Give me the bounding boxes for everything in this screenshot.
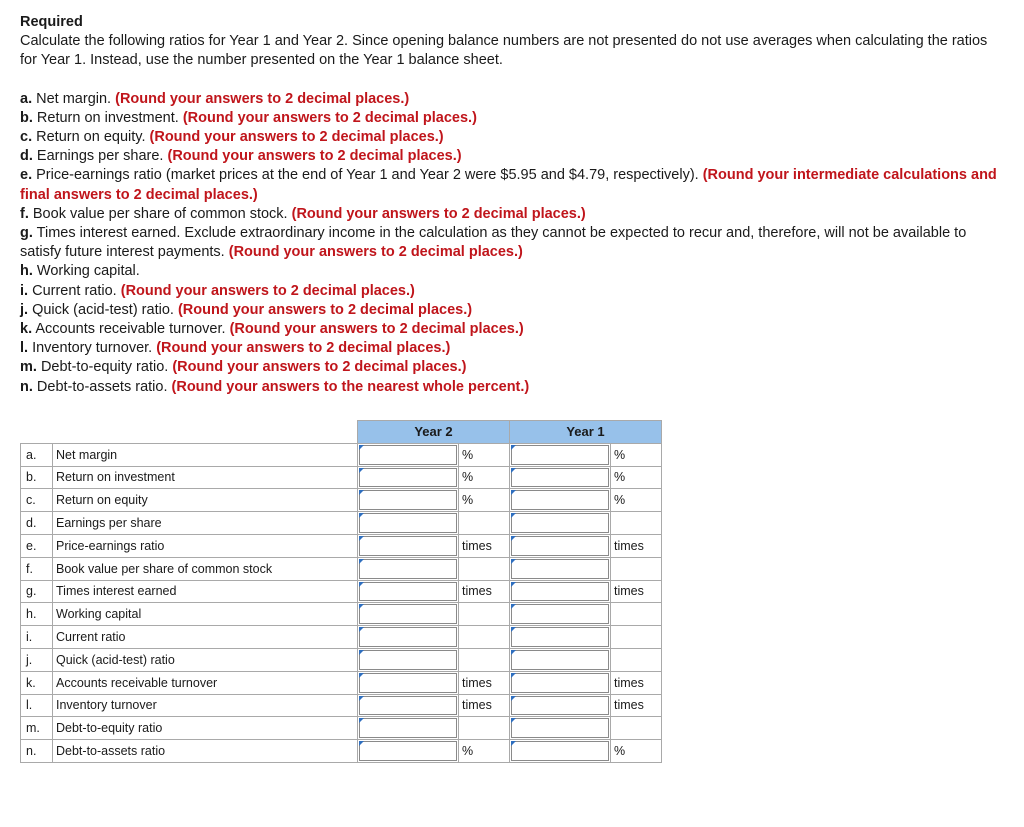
unit-label: %: [459, 466, 510, 489]
unit-label: times: [459, 534, 510, 557]
cell-year1: [510, 603, 611, 626]
cell-year2: [358, 671, 459, 694]
year1-answer-input[interactable]: [511, 445, 609, 465]
year1-answer-input[interactable]: [511, 536, 609, 556]
year2-answer-input[interactable]: [359, 741, 457, 761]
rounding-note: (Round your answers to 2 decimal places.): [177, 301, 473, 318]
requirement-letter: i.: [20, 282, 29, 299]
year1-answer-input[interactable]: [511, 559, 609, 579]
table-row: [21, 580, 662, 603]
requirement-letter: e.: [20, 167, 33, 184]
requirement-text: Debt-to-assets ratio.: [36, 378, 168, 395]
requirement-item: [20, 320, 1000, 339]
row-label: Inventory turnover: [53, 694, 358, 717]
cell-year2: [358, 648, 459, 671]
cell-year2: [358, 557, 459, 580]
requirement-text: Net margin.: [36, 90, 112, 107]
table-row: [21, 466, 662, 489]
requirement-letter: l.: [20, 340, 29, 357]
requirement-text: Book value per share of common stock.: [32, 205, 288, 222]
unit-label: %: [611, 489, 662, 512]
cell-year2: [358, 626, 459, 649]
row-label: Return on investment: [53, 466, 358, 489]
unit-label: [459, 717, 510, 740]
cell-year1: [510, 740, 611, 763]
rounding-note: (Round your answers to 2 decimal places.): [172, 359, 467, 376]
unit-label: times: [611, 580, 662, 603]
row-letter: b.: [21, 466, 53, 489]
cell-year2: [358, 740, 459, 763]
rounding-note: (Round your answers to 2 decimal places.): [149, 129, 444, 146]
year1-answer-input[interactable]: [511, 627, 609, 647]
row-letter: c.: [21, 489, 53, 512]
requirement-text: Working capital.: [36, 263, 140, 280]
rounding-note: (Round your answers to 2 decimal places.): [115, 90, 410, 107]
requirement-letter: c.: [20, 129, 33, 146]
cell-year1: [510, 489, 611, 512]
row-letter: i.: [21, 626, 53, 649]
row-label: Book value per share of common stock: [53, 557, 358, 580]
requirement-text: Inventory turnover.: [32, 340, 153, 357]
requirement-item: [20, 147, 1000, 166]
unit-label: times: [611, 534, 662, 557]
year1-answer-input[interactable]: [511, 582, 609, 602]
ratio-answer-table: [20, 420, 662, 763]
unit-label: [611, 717, 662, 740]
row-label: Working capital: [53, 603, 358, 626]
year2-answer-input[interactable]: [359, 604, 457, 624]
row-letter: m.: [21, 717, 53, 740]
unit-label: [611, 648, 662, 671]
unit-label: %: [459, 443, 510, 466]
row-label: Debt-to-equity ratio: [53, 717, 358, 740]
requirement-letter: k.: [20, 321, 33, 338]
year1-answer-input[interactable]: [511, 513, 609, 533]
cell-year1: [510, 534, 611, 557]
cell-year1: [510, 626, 611, 649]
year2-answer-input[interactable]: [359, 490, 457, 510]
year1-answer-input[interactable]: [511, 741, 609, 761]
requirement-letter: f.: [20, 205, 29, 222]
rounding-note: (Round your answers to 2 decimal places.): [167, 148, 462, 165]
row-label: Accounts receivable turnover: [53, 671, 358, 694]
cell-year2: [358, 603, 459, 626]
year2-answer-input[interactable]: [359, 536, 457, 556]
requirement-text: Debt-to-equity ratio.: [40, 359, 169, 376]
unit-label: [459, 626, 510, 649]
cell-year2: [358, 466, 459, 489]
cell-year2: [358, 694, 459, 717]
cell-year1: [510, 671, 611, 694]
rounding-note: (Round your answers to 2 decimal places.): [228, 244, 523, 261]
unit-label: %: [611, 466, 662, 489]
unit-label: %: [459, 740, 510, 763]
requirement-letter: d.: [20, 148, 33, 165]
requirement-letter: n.: [20, 378, 33, 395]
cell-year1: [510, 717, 611, 740]
row-letter: g.: [21, 580, 53, 603]
cell-year2: [358, 512, 459, 535]
row-letter: e.: [21, 534, 53, 557]
table-row: [21, 557, 662, 580]
unit-label: times: [611, 671, 662, 694]
year2-answer-input[interactable]: [359, 718, 457, 738]
year2-answer-input[interactable]: [359, 559, 457, 579]
table-row: [21, 648, 662, 671]
row-letter: h.: [21, 603, 53, 626]
cell-year2: [358, 534, 459, 557]
year1-answer-input[interactable]: [511, 718, 609, 738]
cell-year2: [358, 717, 459, 740]
unit-label: %: [459, 489, 510, 512]
unit-label: %: [611, 443, 662, 466]
requirement-list: [20, 90, 1000, 397]
requirement-item: [20, 282, 1000, 301]
requirement-text: Return on investment.: [36, 109, 179, 126]
requirement-letter: b.: [20, 109, 33, 126]
year1-answer-input[interactable]: [511, 490, 609, 510]
requirement-text: Times interest earned. Exclude extraordinary income in the calculation as they cannot be expected to recur and, therefore, will not be available to satisfy future interest payments.: [20, 225, 967, 261]
cell-year1: [510, 512, 611, 535]
instructions: [20, 13, 1000, 397]
requirement-text: Earnings per share.: [36, 148, 164, 165]
rounding-note: (Round your answers to the nearest whole percent.): [171, 378, 530, 395]
requirement-item: [20, 339, 1000, 358]
rounding-note: (Round your answers to 2 decimal places.): [156, 340, 451, 357]
header-blank: [21, 421, 358, 444]
table-header-row: [21, 421, 662, 444]
unit-label: [611, 557, 662, 580]
table-row: [21, 717, 662, 740]
cell-year2: [358, 443, 459, 466]
table-row: [21, 740, 662, 763]
year2-answer-input[interactable]: [359, 582, 457, 602]
rounding-note: (Round your answers to 2 decimal places.): [291, 205, 586, 222]
cell-year2: [358, 489, 459, 512]
unit-label: times: [611, 694, 662, 717]
cell-year1: [510, 580, 611, 603]
requirement-item: [20, 128, 1000, 147]
requirement-letter: a.: [20, 90, 33, 107]
cell-year2: [358, 580, 459, 603]
requirement-text: Quick (acid-test) ratio.: [32, 301, 174, 318]
row-letter: k.: [21, 671, 53, 694]
year2-answer-input[interactable]: [359, 513, 457, 533]
year1-answer-input[interactable]: [511, 696, 609, 716]
unit-label: times: [459, 694, 510, 717]
requirement-item: [20, 262, 1000, 281]
cell-year1: [510, 648, 611, 671]
row-label: Earnings per share: [53, 512, 358, 535]
rounding-note: (Round your intermediate calculations and final answers to 2 decimal places.): [20, 167, 997, 203]
requirement-item: [20, 205, 1000, 224]
requirement-letter: m.: [20, 359, 37, 376]
year2-answer-input[interactable]: [359, 445, 457, 465]
unit-label: times: [459, 580, 510, 603]
unit-label: %: [611, 740, 662, 763]
requirement-letter: h.: [20, 263, 33, 280]
year1-answer-input[interactable]: [511, 650, 609, 670]
table-row: [21, 671, 662, 694]
required-heading: Required: [20, 14, 83, 30]
unit-label: [459, 512, 510, 535]
table-body: [21, 443, 662, 762]
row-letter: j.: [21, 648, 53, 671]
year2-answer-input[interactable]: [359, 468, 457, 488]
table-row: [21, 626, 662, 649]
row-letter: n.: [21, 740, 53, 763]
requirement-text: Price-earnings ratio (market prices at the end of Year 1 and Year 2 were $5.95 and $4.79, respectively).: [36, 167, 699, 184]
header-year2: Year 2: [358, 421, 510, 444]
requirement-item: [20, 378, 1000, 397]
year2-answer-input[interactable]: [359, 650, 457, 670]
row-letter: a.: [21, 443, 53, 466]
requirement-item: [20, 90, 1000, 109]
table-row: [21, 534, 662, 557]
year2-answer-input[interactable]: [359, 673, 457, 693]
cell-year1: [510, 557, 611, 580]
unit-label: [611, 603, 662, 626]
row-label: Price-earnings ratio: [53, 534, 358, 557]
requirement-item: [20, 166, 1000, 204]
rounding-note: (Round your answers to 2 decimal places.): [120, 282, 415, 299]
table-row: [21, 443, 662, 466]
row-letter: l.: [21, 694, 53, 717]
unit-label: [459, 557, 510, 580]
table-row: [21, 512, 662, 535]
table-row: [21, 489, 662, 512]
year2-answer-input[interactable]: [359, 696, 457, 716]
requirement-letter: g.: [20, 225, 33, 242]
requirement-item: [20, 301, 1000, 320]
requirement-text: Current ratio.: [32, 282, 117, 299]
cell-year1: [510, 466, 611, 489]
intro-text: Calculate the following ratios for Year 1 and Year 2. Since opening balance numbers are not presented do not use averages when calculating the ratios for Year 1. Instead, use the number presented on the Year 1 balance sheet.: [20, 33, 988, 69]
year2-answer-input[interactable]: [359, 627, 457, 647]
row-label: Return on equity: [53, 489, 358, 512]
row-label: Times interest earned: [53, 580, 358, 603]
row-label: Current ratio: [53, 626, 358, 649]
cell-year1: [510, 443, 611, 466]
requirement-text: Accounts receivable turnover.: [35, 321, 226, 338]
unit-label: [459, 603, 510, 626]
year1-answer-input[interactable]: [511, 604, 609, 624]
row-label: Quick (acid-test) ratio: [53, 648, 358, 671]
requirement-item: [20, 358, 1000, 377]
row-label: Net margin: [53, 443, 358, 466]
requirement-item: [20, 109, 1000, 128]
row-letter: d.: [21, 512, 53, 535]
requirement-letter: j.: [20, 301, 29, 318]
unit-label: times: [459, 671, 510, 694]
unit-label: [611, 626, 662, 649]
unit-label: [459, 648, 510, 671]
cell-year1: [510, 694, 611, 717]
row-letter: f.: [21, 557, 53, 580]
row-label: Debt-to-assets ratio: [53, 740, 358, 763]
header-year1: Year 1: [510, 421, 662, 444]
unit-label: [611, 512, 662, 535]
year1-answer-input[interactable]: [511, 468, 609, 488]
year1-answer-input[interactable]: [511, 673, 609, 693]
requirement-item: [20, 224, 1000, 262]
rounding-note: (Round your answers to 2 decimal places.): [182, 109, 477, 126]
table-row: [21, 603, 662, 626]
table-row: [21, 694, 662, 717]
rounding-note: (Round your answers to 2 decimal places.): [229, 321, 524, 338]
requirement-text: Return on equity.: [36, 129, 146, 146]
